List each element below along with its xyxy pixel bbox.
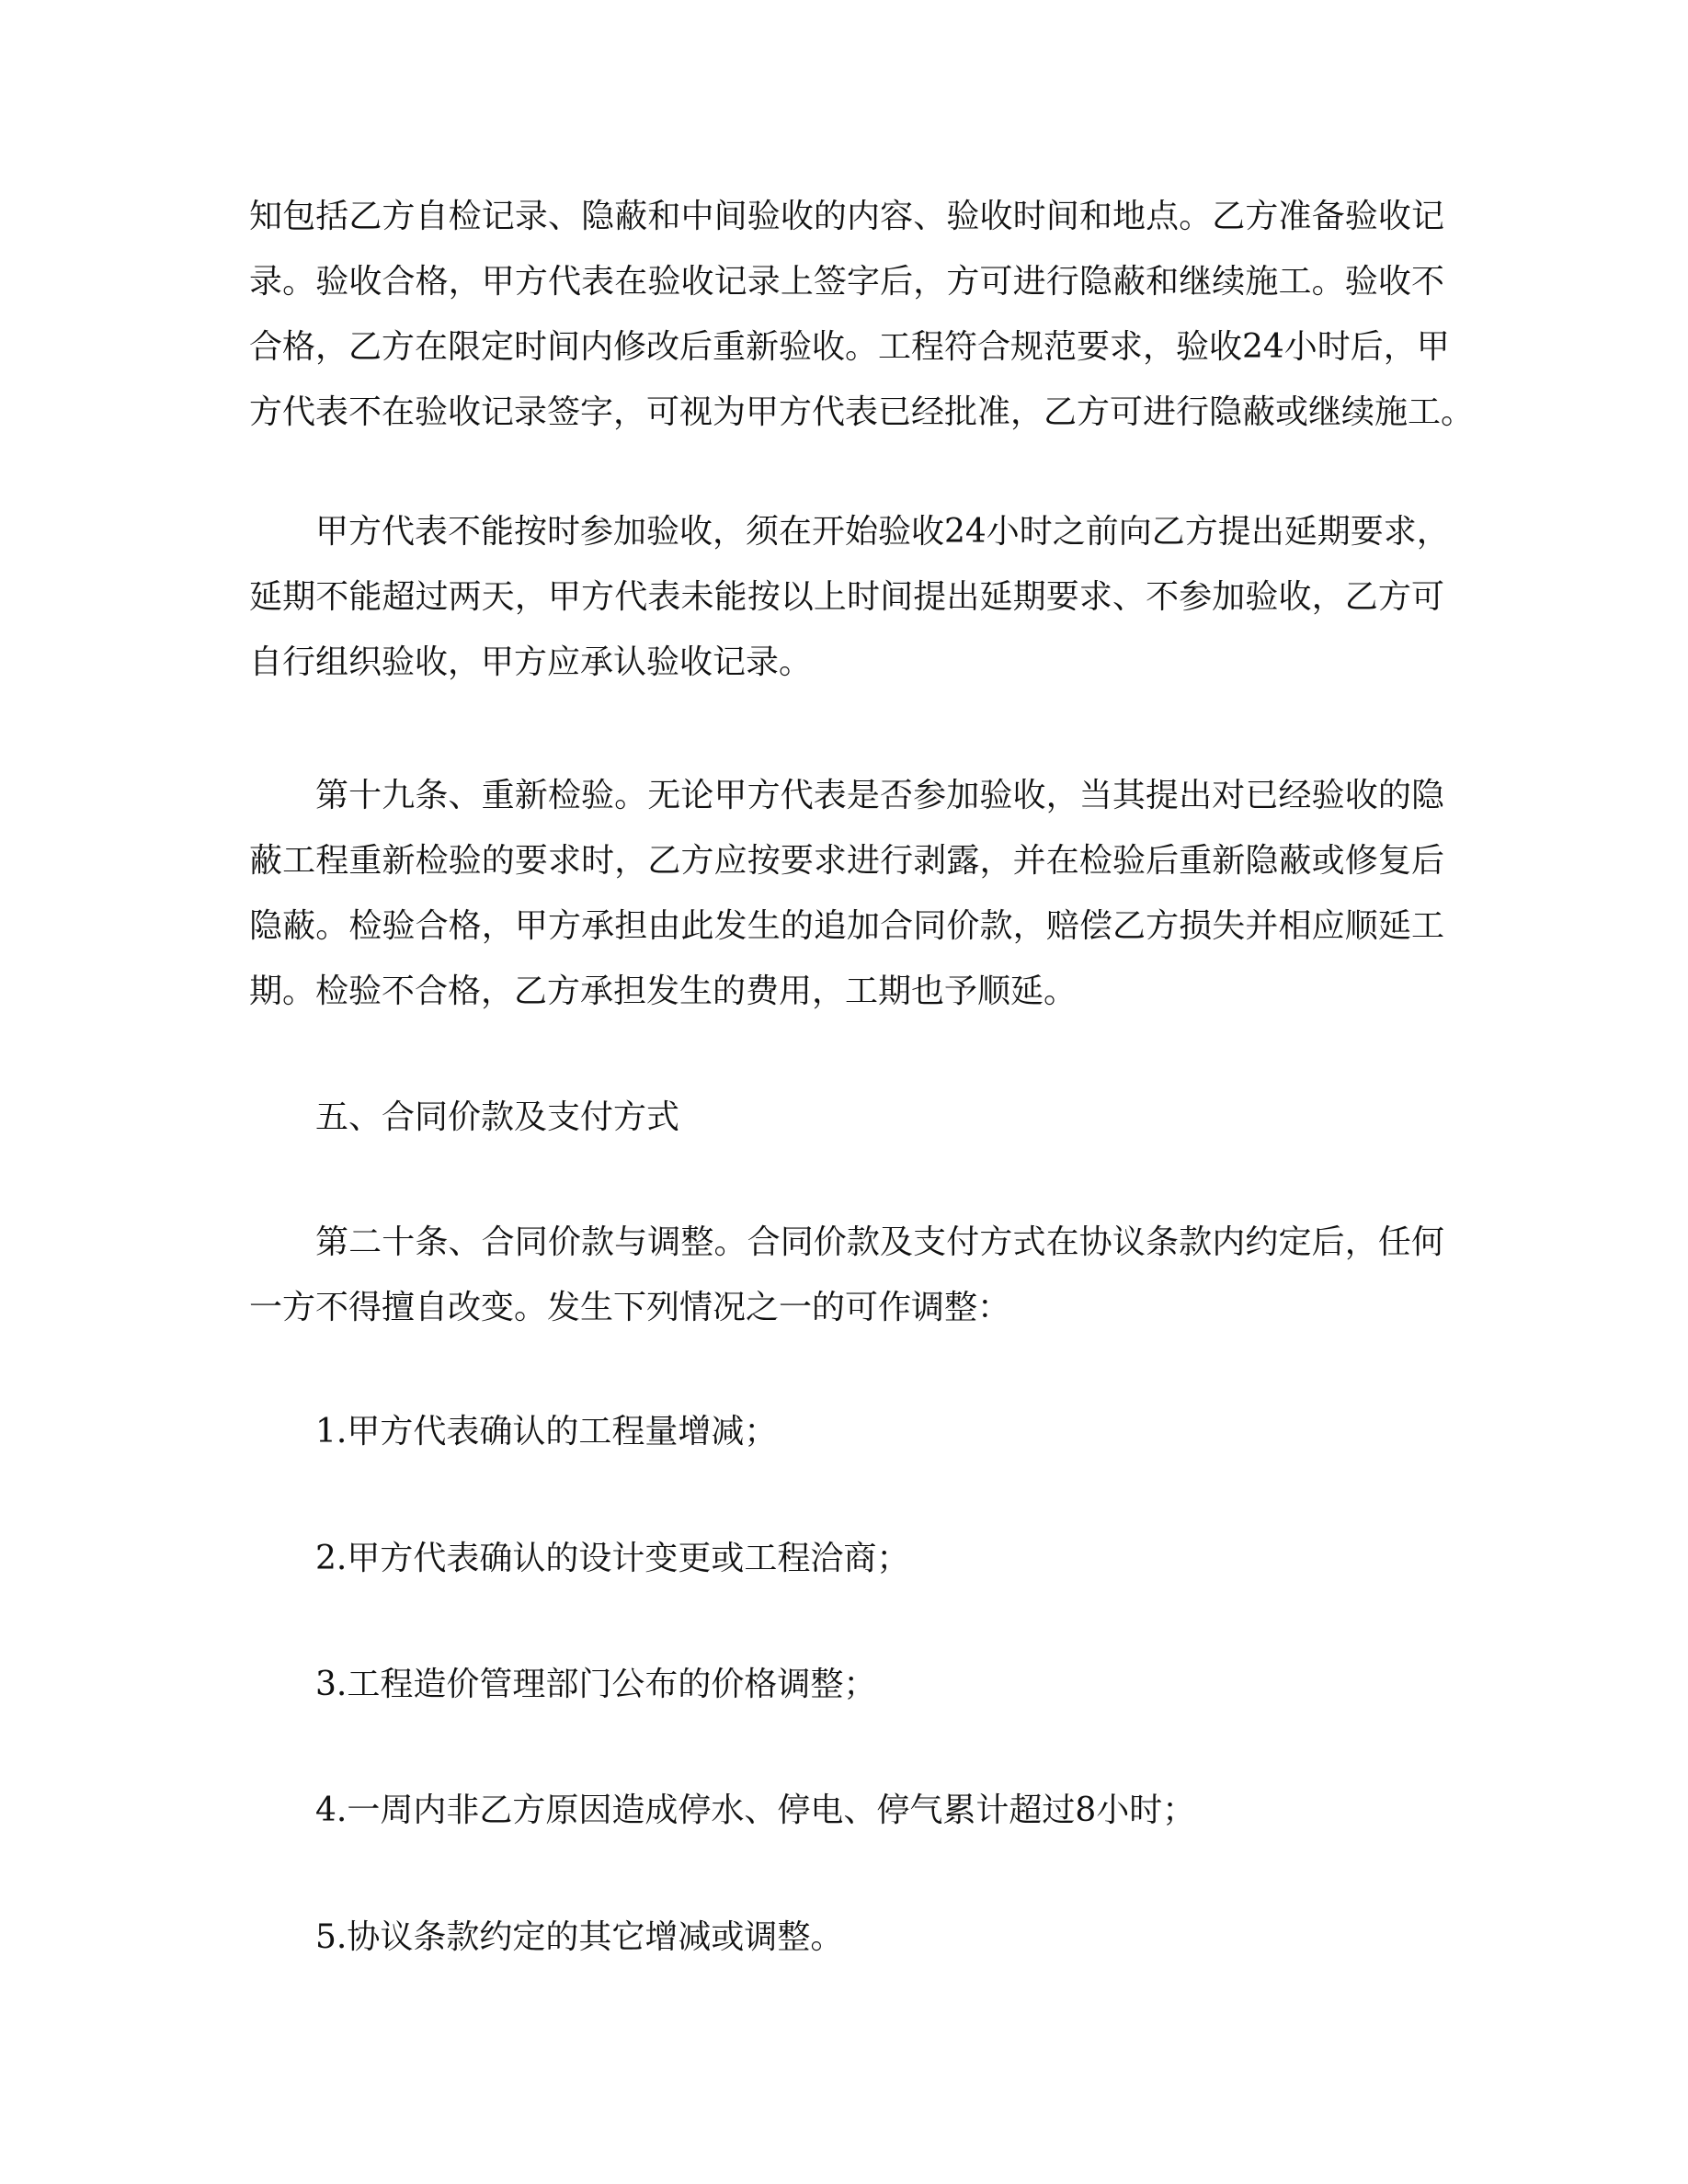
paragraph-line: 方代表不在验收记录签字，可视为甲方代表已经批准，乙方可进行隐蔽或继续施工。	[249, 393, 1475, 431]
paragraph-line: 蔽工程重新检验的要求时，乙方应按要求进行剥露，并在检验后重新隐蔽或修复后	[249, 842, 1444, 880]
paragraph-line: 第二十条、合同价款与调整。合同价款及支付方式在协议条款内约定后，任何	[315, 1223, 1444, 1261]
section-heading: 五、合同价款及支付方式	[315, 1098, 680, 1136]
list-item-4	[249, 1778, 1444, 1843]
section-heading-5	[249, 1085, 1444, 1150]
paragraph-line: 自行组织验收，甲方应承认验收记录。	[249, 643, 813, 681]
list-item-3	[249, 1652, 1444, 1717]
list-item: 2.甲方代表确认的设计变更或工程洽商；	[315, 1540, 910, 1577]
paragraph-line: 一方不得擅自改变。发生下列情况之一的可作调整：	[249, 1289, 1011, 1326]
list-item: 5.协议条款约定的其它增减或调整。	[315, 1918, 844, 1956]
paragraph-article-19	[249, 763, 1444, 1024]
paragraph-article-20	[249, 1210, 1444, 1340]
list-item: 3.工程造价管理部门公布的价格调整；	[315, 1666, 877, 1703]
list-item: 1.甲方代表确认的工程量增减；	[315, 1413, 778, 1450]
list-item-2	[249, 1526, 1444, 1591]
paragraph-line: 录。验收合格，甲方代表在验收记录上签字后，方可进行隐蔽和继续施工。验收不	[249, 263, 1444, 301]
paragraph-line: 第十九条、重新检验。无论甲方代表是否参加验收，当其提出对已经验收的隐	[315, 777, 1444, 814]
list-item: 4.一周内非乙方原因造成停水、停电、停气累计超过8小时；	[315, 1792, 1196, 1829]
list-item-1	[249, 1399, 1444, 1464]
paragraph-line: 延期不能超过两天，甲方代表未能按以上时间提出延期要求、不参加验收，乙方可	[249, 578, 1444, 616]
paragraph-line: 期。检验不合格，乙方承担发生的费用，工期也予顺延。	[249, 973, 1078, 1010]
paragraph-line: 合格，乙方在限定时间内修改后重新验收。工程符合规范要求，验收24小时后，甲	[249, 328, 1450, 366]
paragraph-line: 知包括乙方自检记录、隐蔽和中间验收的内容、验收时间和地点。乙方准备验收记	[249, 198, 1444, 235]
paragraph-delay-request	[249, 499, 1450, 695]
paragraph-line: 甲方代表不能按时参加验收，须在开始验收24小时之前向乙方提出延期要求，	[315, 513, 1450, 551]
paragraph-line: 隐蔽。检验合格，甲方承担由此发生的追加合同价款，赔偿乙方损失并相应顺延工	[249, 907, 1444, 945]
list-item-5	[249, 1905, 1444, 1970]
paragraph-acceptance-procedure	[249, 184, 1475, 445]
